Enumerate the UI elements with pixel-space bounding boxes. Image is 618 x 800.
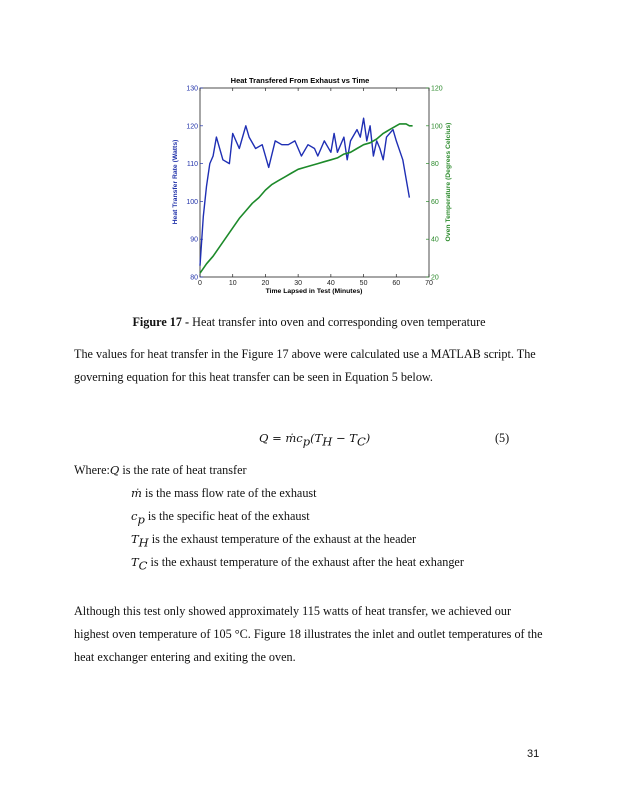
equation-number: (5) (495, 431, 510, 445)
paragraph-2-line-1: Although this test only showed approximately 115 watts of heat transfer, we achieved our (74, 604, 512, 618)
x-tick-label: 10 (228, 280, 237, 287)
caption-label: Figure 17 - (132, 315, 190, 329)
equation-lhs: Q = ṁc (259, 431, 303, 445)
def-symbol-th: T (131, 532, 139, 546)
paragraph-1-line-2: governing equation for this heat transfer can be seen in Equation 5 below. (74, 370, 433, 384)
def-text-q: is the rate of heat transfer (119, 463, 247, 477)
y-right-tick-label: 20 (431, 274, 439, 282)
y-right-tick-label: 80 (431, 161, 439, 169)
equation-5: $Q = ṁc_p(T_H - T_C)$ (259, 431, 371, 449)
paragraph-2-line-2: highest oven temperature of 105 °C. Figure 18 illustrates the inlet and outlet temperatures of the (74, 627, 543, 641)
y-left-tick-label: 110 (186, 161, 198, 169)
y-right-tick-label: 120 (431, 85, 443, 93)
page-number: 31 (527, 748, 540, 760)
chart-title: Heat Transfered From Exhaust vs Time (230, 76, 370, 85)
y-axis-left-label: Heat Transfer Rate (Watts) (172, 139, 179, 225)
def-symbol-mdot: ṁ (131, 486, 142, 500)
y-left-tick-label: 90 (190, 236, 198, 244)
y-axis-right-label: Oven Temperature (Degrees Celcius) (445, 122, 452, 242)
plot-area (200, 88, 429, 277)
x-tick-label: 20 (261, 280, 270, 287)
where-label: Where: (74, 463, 110, 477)
x-tick-label: 0 (198, 280, 202, 287)
y-right-tick-label: 60 (431, 198, 439, 206)
def-symbol-cp: c (131, 509, 138, 523)
caption-text: Heat transfer into oven and corresponding oven temperature (189, 315, 486, 329)
x-tick-label: 30 (294, 280, 303, 287)
x-tick-label: 70 (425, 280, 433, 287)
y-right-tick-label: 100 (431, 123, 443, 131)
def-specific-heat: $c_p$ is the specific heat of the exhaust (131, 509, 310, 527)
x-tick-label: 60 (392, 280, 401, 287)
def-symbol-q: Q (109, 463, 120, 477)
def-header-temp: $T_H$ is the exhaust temperature of the exhaust at the header (131, 532, 417, 550)
x-axis-label: Time Lapsed in Test (Minutes) (265, 288, 363, 295)
y-left-tick-label: 80 (190, 274, 198, 282)
def-symbol-tc: T (131, 555, 139, 569)
y-right-tick-label: 40 (431, 236, 439, 244)
def-mass-flow: ṁ is the mass flow rate of the exhaust (131, 486, 317, 500)
where-block (74, 462, 247, 478)
y-left-tick-label: 120 (186, 123, 198, 131)
y-left-tick-label: 130 (186, 85, 198, 93)
paragraph-1-line-1: The values for heat transfer in the Figure 17 above were calculated use a MATLAB script. The (74, 347, 536, 361)
figure-17-chart (150, 72, 450, 298)
x-tick-label: 40 (326, 280, 335, 287)
y-left-tick-label: 100 (186, 198, 198, 206)
figure-caption (0, 314, 618, 330)
x-tick-label: 50 (359, 280, 368, 287)
paragraph-2-line-3: heat exchanger entering and exiting the oven. (74, 650, 296, 664)
def-outlet-temp: $T_C$ is the exhaust temperature of the exhaust after the heat exhanger (131, 555, 464, 573)
